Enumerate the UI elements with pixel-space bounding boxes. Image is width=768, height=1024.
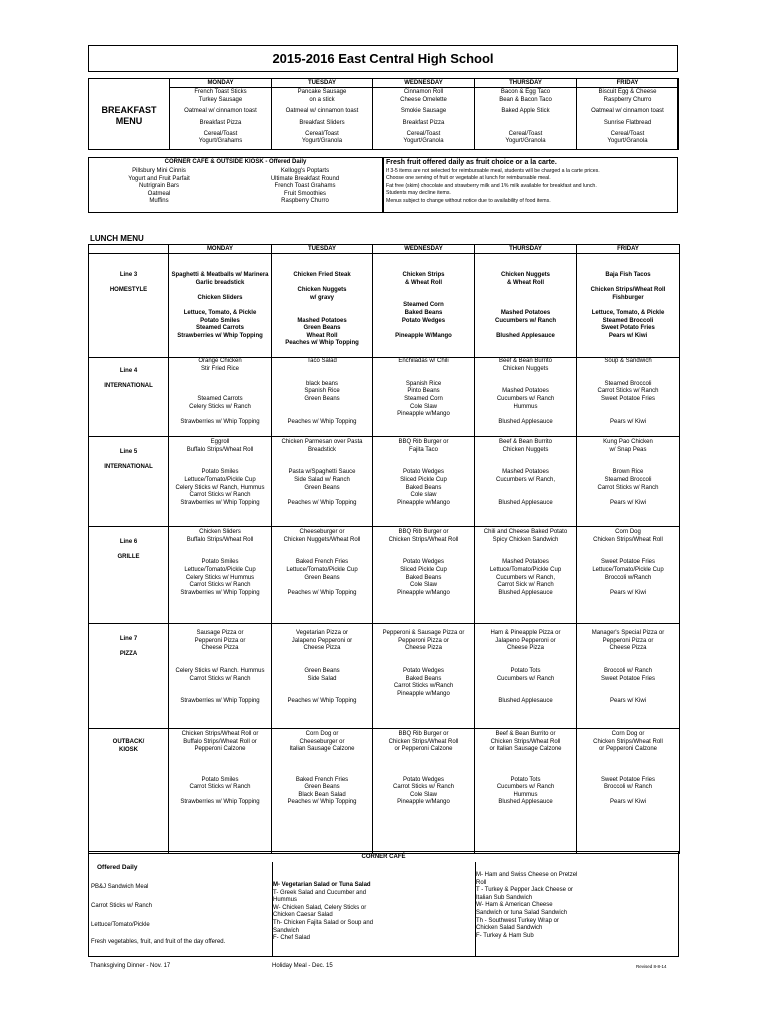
notes-section [383,157,678,213]
list-item: F- Chef Salad [273,935,311,942]
breakfast-table [169,78,679,150]
list-item: Italian Sub Sandwich [476,894,533,901]
list-item: T- Greek Salad and Cucumber and [273,889,367,896]
notes-title: Fresh fruit offered daily as fruit choice or a la carte. [386,159,557,166]
lunch-cell: Corn Dog Chicken Strips/Wheat Roll Sweet Potatoe Fries Lettuce/Tomato/Pickle Cup Broccoli w/Ranch Pears w/ Kiwi [577,527,680,624]
list-item: Th- Chicken Fajita Salad or Soup and [273,919,374,926]
lunch-day-header: THURSDAY [475,245,577,254]
list-item: Nutrigrain Bars [138,183,179,190]
line-label: OUTBACK/ KIOSK [89,729,169,854]
list-item: Fruit Smoothies [283,190,326,197]
lunch-cell: Spaghetti & Meatballs w/ Marinera Garlic breadstick Chicken Sliders Lettuce, Tomato, & Pickle Potato Smiles Steamed Carrots Strawberries w/ Whip Topping [169,254,272,358]
breakfast-day-header: FRIDAY [577,79,679,88]
list-item: Oatmeal [147,190,171,197]
breakfast-section [88,78,678,150]
line-label: Line 5 INTERNATIONAL [89,437,169,527]
breakfast-cell: Cereal/Toast Yogurt/Granola [475,131,577,150]
salad-menu [273,882,383,943]
line-label: Line 4 INTERNATIONAL [89,358,169,437]
list-item: Fat free (skim) chocolate and strawberry milk and 1% milk available for breakfast and lunch. [386,182,597,189]
offered-daily-item: Fresh vegetables, fruit, and fruit of the day offered. [91,939,226,945]
kiosk-section [88,157,383,213]
lunch-cell: Beef & Bean Burrito or Chicken Strips/Wheat Roll or Italian Sausage Calzone Potato Tots Cucumbers w/ Ranch Hummus Blushed Applesauce [475,729,577,854]
footer-revised: Revised 8-8-14 [636,964,667,969]
kiosk-right-list [229,168,381,206]
breakfast-day-header: TUESDAY [272,79,373,88]
list-item: M- Ham and Swiss Cheese on Pretzel [476,872,578,878]
lunch-cell: Chicken Sliders Buffalo Strips/Wheat Roll Potato Smiles Lettuce/Tomato/Pickle Cup Celery Sticks w/ Hummus Carrot Sticks w/ Ranch Strawberries w/ Whip Topping [169,527,272,624]
table-row [89,729,680,854]
lunch-cell: Baja Fish Tacos Chicken Strips/Wheat Roll Fishburger Lettuce, Tomato, & Pickle Steamed Broccoli Sweet Potato Fries Pears w/ Kiwi [577,254,680,358]
lunch-cell: Corn Dog or Cheeseburger or Italian Sausage Calzone Baked French Fries Green Beans Black Bean Salad Peaches w/ Whip Topping [272,729,373,854]
table-row [89,254,680,358]
lunch-cell: BBQ Rib Burger or Chicken Strips/Wheat Roll Potato Wedges Sliced Pickle Cup Baked Beans Cole Slaw Pineapple w/Mango [373,527,475,624]
list-item: Choose one serving of fruit or vegetable at lunch for reimbursable meal. [386,175,551,182]
breakfast-cell [475,120,577,131]
lunch-cell: Beef & Bean Burrito Chicken Nuggets Mashed Potatoes Cucumbers w/ Ranch Hummus Blushed Applesauce [475,358,577,437]
list-item: Yogurt and Fruit Parfait [128,175,190,182]
breakfast-cell: Oatmeal w/ cinnamon toast [170,108,272,120]
lunch-day-header: MONDAY [169,245,272,254]
breakfast-cell: Biscuit Egg & Cheese Raspberry Churro [577,88,679,108]
divider [475,862,476,957]
list-item: If 3-5 items are not selected for reimbursable meal, students will be charged a la carte prices. [386,168,600,174]
breakfast-cell: Smokie Sausage [373,108,475,120]
lunch-title: LUNCH MENU [90,234,144,243]
breakfast-cell: Breakfast Pizza [170,120,272,131]
lunch-cell: Beef & Bean Burrito Chicken Nuggets Mashed Potatoes Cucumbers w/ Ranch, Blushed Applesauce [475,437,577,527]
lunch-cell: Cheeseburger or Chicken Nuggets/Wheat Roll Baked French Fries Lettuce/Tomato/Pickle Cup Green Beans Peaches w/ Whip Topping [272,527,373,624]
list-item: Pillsbury Mini Cinnis [132,168,186,174]
breakfast-cell: Cereal/Toast Yogurt/Granola [577,131,679,150]
list-item: W- Ham & American Cheese [476,902,553,909]
lunch-day-header: FRIDAY [577,245,680,254]
lunch-cell: Chicken Fried Steak Chicken Nuggets w/ gravy Mashed Potatoes Green Beans Wheat Roll Peaches w/ Whip Topping [272,254,373,358]
lunch-cell: Enchiladas w/ Chili Spanish Rice Pinto Beans Steamed Corn Cole Slaw Pineapple w/Mango [373,358,475,437]
lunch-cell: Ham & Pineapple Pizza or Jalapeno Pepperoni or Cheese Pizza Potato Tots Cucumbers w/ Ranch Blushed Applesauce [475,624,577,729]
corner-cafe-title: CORNER CAFÉ [361,854,406,860]
table-row [89,527,680,624]
offered-daily-item: Carrot Sticks w/ Ranch [91,903,153,909]
lunch-cell: Vegetarian Pizza or Jalapeno Pepperoni or Cheese Pizza Green Beans Side Salad Peaches w/ Whip Topping [272,624,373,729]
lunch-day-header: WEDNESDAY [373,245,475,254]
lunch-cell: Kung Pao Chicken w/ Snap Peas Brown Rice Steamed Broccoli Carrot Sticks w/ Ranch Pears w/ Kiwi [577,437,680,527]
breakfast-label: BREAKFAST MENU [101,105,157,126]
lunch-cell: Eggroll Buffalo Strips/Wheat Roll Potato Smiles Lettuce/Tomato/Pickle Cup Celery Sticks w/ Ranch, Hummus Carrot Sticks w/ Ranch Strawberries w/ Whip Topping [169,437,272,527]
breakfast-cell: Breakfast Sliders [272,120,373,131]
line-label: Line 3 HOMESTYLE [89,254,169,358]
list-item: T - Turkey & Pepper Jack Cheese or [476,887,573,894]
list-item: French Toast Grahams [274,183,336,190]
kiosk-left-list [89,168,229,206]
list-item: Muffins [149,198,169,205]
breakfast-cell: Baked Apple Stick [475,108,577,120]
line-label: Line 6 GRILLE [89,527,169,624]
lunch-cell: Soup & Sandwich Steamed Broccoli Carrot Sticks w/ Ranch Sweet Potatoe Fries Pears w/ Kiwi [577,358,680,437]
lunch-cell: Orange Chicken Stir Fried Rice Steamed Carrots Celery Sticks w/ Ranch Strawberries w/ Whip Topping [169,358,272,437]
footer-thanksgiving: Thanksgiving Dinner - Nov. 17 [90,963,171,969]
lunch-cell: Taco Salad black beans Spanish Rice Green Beans Peaches w/ Whip Topping [272,358,373,437]
list-item: Sandwich [273,927,300,934]
list-item: Sandwich or tuna Salad Sandwich [476,909,568,916]
breakfast-cell: French Toast Sticks Turkey Sausage [170,88,272,108]
offered-daily-title: Offered Daily [97,864,138,871]
lunch-cell: Sausage Pizza or Pepperoni Pizza or Cheese Pizza Celery Sticks w/ Ranch. Hummus Carrot Sticks w/ Ranch Strawberries w/ Whip Topping [169,624,272,729]
lunch-cell: Pepperoni & Sausage Pizza or Pepperoni Pizza or Cheese Pizza Potato Wedges Baked Beans Carrot Sticks w/Ranch Pineapple w/Mango [373,624,475,729]
breakfast-cell: Cereal/Toast Yogurt/Grahams [170,131,272,150]
list-item: M- Vegetarian Salad or Tuna Salad [273,882,371,888]
divider [272,862,273,957]
lunch-table [88,244,680,854]
breakfast-day-header: MONDAY [170,79,272,88]
notes-list [386,168,676,205]
table-row [89,437,680,527]
breakfast-cell: Cinnamon Roll Cheese Omelette [373,88,475,108]
corner-cafe-section [88,851,679,957]
offered-daily-item: Lettuce/Tomato/Pickle [91,922,150,928]
breakfast-cell: Oatmeal w/ cinnamon toast [272,108,373,120]
list-item: Th - Southwest Turkey Wrap or [476,917,559,924]
list-item: W- Chicken Salad, Celery Sticks or [273,904,367,911]
lunch-cell: BBQ Rib Burger or Chicken Strips/Wheat Roll or Pepperoni Calzone Potato Wedges Carrot Sticks w/ Ranch Cole Slaw Pineapple w/Mango [373,729,475,854]
kiosk-title: CORNER CAFÉ & OUTSIDE KIOSK - Offered Daily [164,159,307,165]
sandwich-menu [476,872,586,940]
breakfast-cell: Oatmeal w/ cinnamon toast [577,108,679,120]
list-item: F- Turkey & Ham Sub [476,932,534,939]
breakfast-cell: Bacon & Egg Taco Bean & Bacon Taco [475,88,577,108]
page-title: 2015-2016 East Central High School [88,45,678,72]
lunch-cell: Chicken Strips & Wheat Roll Steamed Corn Baked Beans Potato Wedges Pineapple W/Mango [373,254,475,358]
list-item: Chicken Salad Sandwich [476,925,543,932]
list-item: Ultimate Breakfast Round [270,175,340,182]
list-item: Hummus [273,897,298,904]
lunch-cell: Chicken Nuggets & Wheat Roll Mashed Potatoes Cucumbers w/ Ranch Blushed Applesauce [475,254,577,358]
footer-holiday: Holiday Meal - Dec. 15 [272,963,333,969]
lunch-cell: Corn Dog or Chicken Strips/Wheat Roll or Pepperoni Calzone Sweet Potatoe Fries Broccoli w/ Ranch Pears w/ Kiwi [577,729,680,854]
list-item: Raspberry Churro [281,198,329,205]
offered-daily-item: PB&J Sandwich Meal [91,884,149,890]
lunch-day-header: TUESDAY [272,245,373,254]
list-item: Students may decline items. [386,190,451,197]
lunch-corner-header [89,245,169,254]
lunch-cell: Manager's Special Pizza or Pepperoni Pizza or Cheese Pizza Broccoli w/ Ranch Sweet Potatoe Fries Pears w/ Kiwi [577,624,680,729]
breakfast-cell: Sunrise Flatbread [577,120,679,131]
lunch-cell: BBQ Rib Burger or Fajita Taco Potato Wedges Sliced Pickle Cup Baked Beans Cole slaw Pineapple w/Mango [373,437,475,527]
table-row [89,358,680,437]
lunch-cell: Chicken Strips/Wheat Roll or Buffalo Strips/Wheat Roll or Pepperoni Calzone Potato Smiles Carrot Sticks w/ Ranch Strawberries w/ Whip Topping [169,729,272,854]
list-item: Chicken Caesar Salad [273,912,333,919]
breakfast-day-header: WEDNESDAY [373,79,475,88]
breakfast-cell: Cereal/Toast Yogurt/Granola [373,131,475,150]
table-row [89,624,680,729]
breakfast-cell: Cereal/Toast Yogurt/Granola [272,131,373,150]
list-item: Roll [476,879,487,886]
line-label: Line 7 PIZZA [89,624,169,729]
list-item: Kellogg's Poptarts [280,168,330,174]
breakfast-cell: Breakfast Pizza [373,120,475,131]
list-item: Menus subject to change without notice due to availability of food items. [386,197,551,204]
lunch-cell: Chili and Cheese Baked Potato Spicy Chicken Sandwich Mashed Potatoes Lettuce/Tomato/Pickle Cup Cucumbers w/ Ranch, Carrot Sick w/ Ranch Blushed Applesauce [475,527,577,624]
lunch-cell: Chicken Parmesan over Pasta Breadstick Pasta w/Spaghetti Sauce Side Salad w/ Ranch Green Beans Peaches w/ Whip Topping [272,437,373,527]
breakfast-day-header: THURSDAY [475,79,577,88]
breakfast-cell: Pancake Sausage on a stick [272,88,373,108]
